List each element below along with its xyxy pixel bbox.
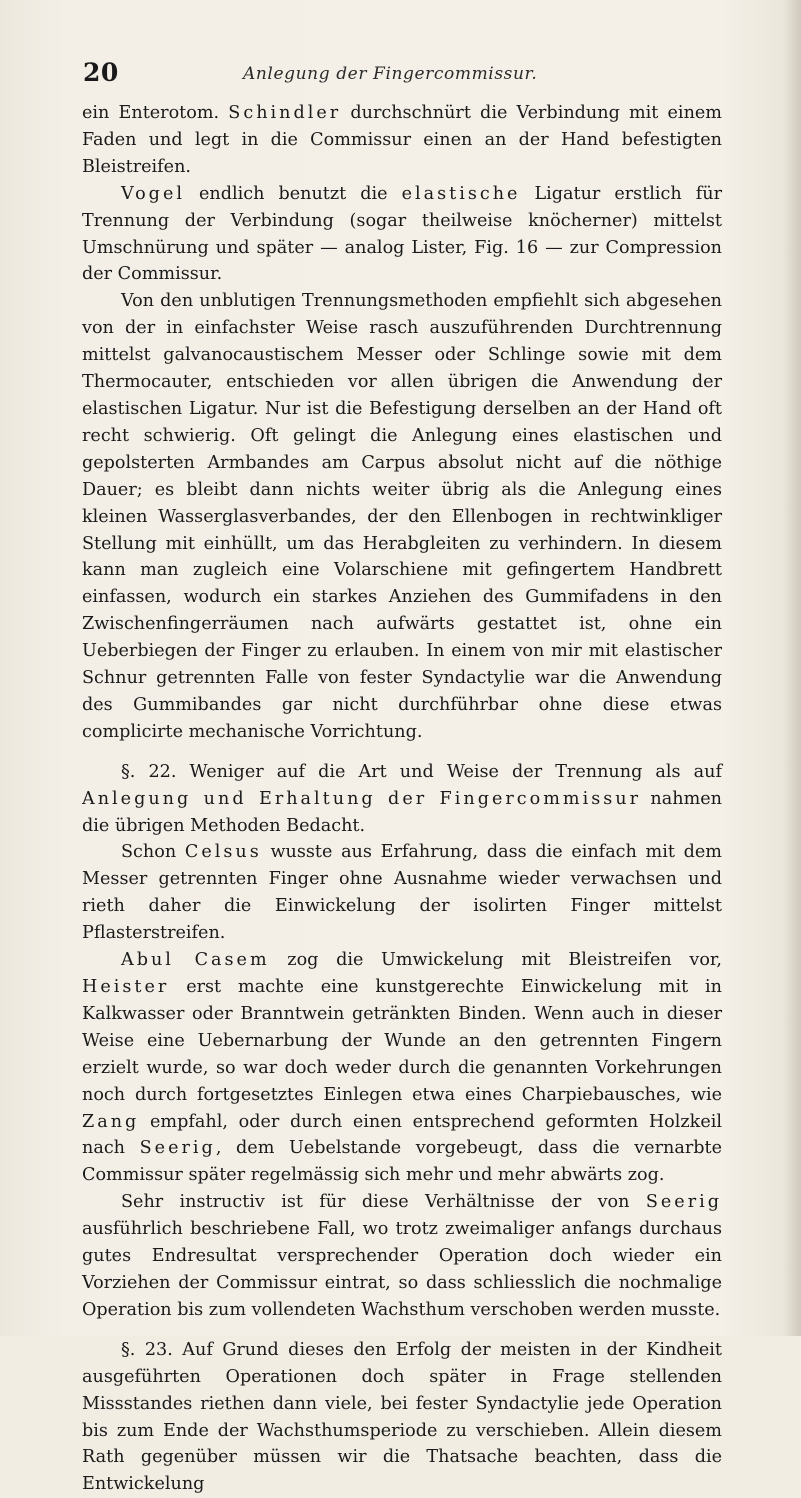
paragraph-unblutige-methoden: Von den unblutigen Trennungsmethoden empfiehlt sich abgesehen von der in einfachster Weise rasch auszuführenden Durchtrennung mittelst galvanocaustischem Messer oder Schlinge sowie mit dem Thermocauter, entschieden vor allen übrigen die Anwendung der elastischen Ligatur. Nur ist die Befestigung derselben an der Hand oft recht schwierig. Oft gelingt die Anlegung eines elastischen und gepolsterten Armbandes am Carpus absolut nicht auf die nöthige Dauer; es bleibt dann nichts weiter übrig als die Anlegung eines kleinen Wasserglasverbandes, der den Ellenbogen in rechtwinkliger Stellung mit einhüllt, um das Herabgleiten zu verhindern. In diesem kann man zugleich eine Volarschiene mit gefingertem Handbrett einfassen, wodurch ein starkes Anziehen des Gummifadens in den Zwischenfingerräumen nach aufwärts gestattet ist, ohne ein Ueberbiegen der Finger zu erlauben. In einem von mir mit elastischer Schnur getrennten Falle von fester Syndactylie war die Anwendung des Gummibandes gar nicht durchführbar ohne diese etwas complicirte mechanische Vorrichtung. [82, 291, 722, 742]
paragraph-abul-casem: Abul Casem zog die Umwickelung mit Bleistreifen vor, Heister erst machte eine kunstgerechte Einwickelung mit in Kalkwasser oder Branntwein getränkten Binden. Wenn auch in dieser Weise eine Uebernarbung der Wunde an den getrennten Fingern erzielt wurde, so war doch weder durch die genannten Vorkehrungen noch durch fortgesetztes Einlegen etwa eines Charpiebausches, wie Zang empfahl, oder durch einen entsprechend geformten Holzkeil nach Seerig, dem Uebelstande vorgebeugt, dass die vernarbte Commissur später regelmässig sich mehr und mehr abwärts zog. [82, 950, 722, 1186]
paragraph-vogel: Vogel endlich benutzt die elastische Ligatur erstlich für Trennung der Verbindung (sogar theilweise knöcherner) mittelst Umschnürung und später — analog Lister, Fig. 16 — zur Compression der Commissur. [82, 183, 722, 285]
author-name: Heister [82, 977, 170, 997]
paragraph-celsus: Schon Celsus wusste aus Erfahrung, dass die einfach mit dem Messer getrennten Finger ohne Ausnahme wieder verwachsen und rieth daher die Einwickelung der isolirten Finger mittelst Pflasterstreifen. [82, 842, 722, 944]
page-header [83, 58, 723, 92]
section-heading-emphasis: Anlegung und Erhaltung der Fingercommissur [82, 788, 642, 809]
page-number: 20 [83, 58, 119, 87]
paragraph-section-22: §. 22. Weniger auf die Art und Weise der Trennung als auf Anlegung und Erhaltung der Fingercommissur nahmen die übrigen Methoden Bedacht. [82, 761, 723, 836]
body-text [82, 100, 722, 1498]
page-edge-shadow [783, 0, 801, 1336]
paragraph-section-23: §. 23. Auf Grund dieses den Erfolg der meisten in der Kindheit ausgeführten Operationen doch später in Frage stellenden Missstandes riethen dann viele, bei fester Syndactylie jede Operation bis zum Ende der Wachsthumsperiode zu verschieben. Allein diesem Rath gegenüber müssen wir die Thatsache beachten, dass die Entwickelung [82, 1339, 722, 1495]
paragraph-seerig-fall: Sehr instructiv ist für diese Verhältnisse der von Seerig ausführlich beschriebene Fall, wo trotz zweimaliger anfangs durchaus gutes Endresultat versprechender Operation doch wieder ein Vorziehen der Commissur eintrat, so dass schliesslich die nochmalige Operation bis zum vollendeten Wachsthum verschoben werden musste. [82, 1192, 722, 1320]
author-name: Seerig [645, 1192, 722, 1213]
running-title: Anlegung der Fingercommissur. [243, 64, 538, 84]
author-name: Seerig [139, 1138, 216, 1159]
paragraph-schindler: ein Enterotom. Schindler durchschnürt die Verbindung mit einem Faden und legt in die Commissur einen an der Hand befestigten Bleistreifen. [82, 103, 722, 177]
author-name: Celsus [184, 842, 262, 863]
author-name: Abul Casem [121, 950, 270, 971]
author-name: Schindler [228, 103, 342, 123]
emphasis: elastische [401, 183, 521, 204]
author-name: Vogel [121, 183, 185, 204]
author-name: Zang [82, 1111, 140, 1132]
